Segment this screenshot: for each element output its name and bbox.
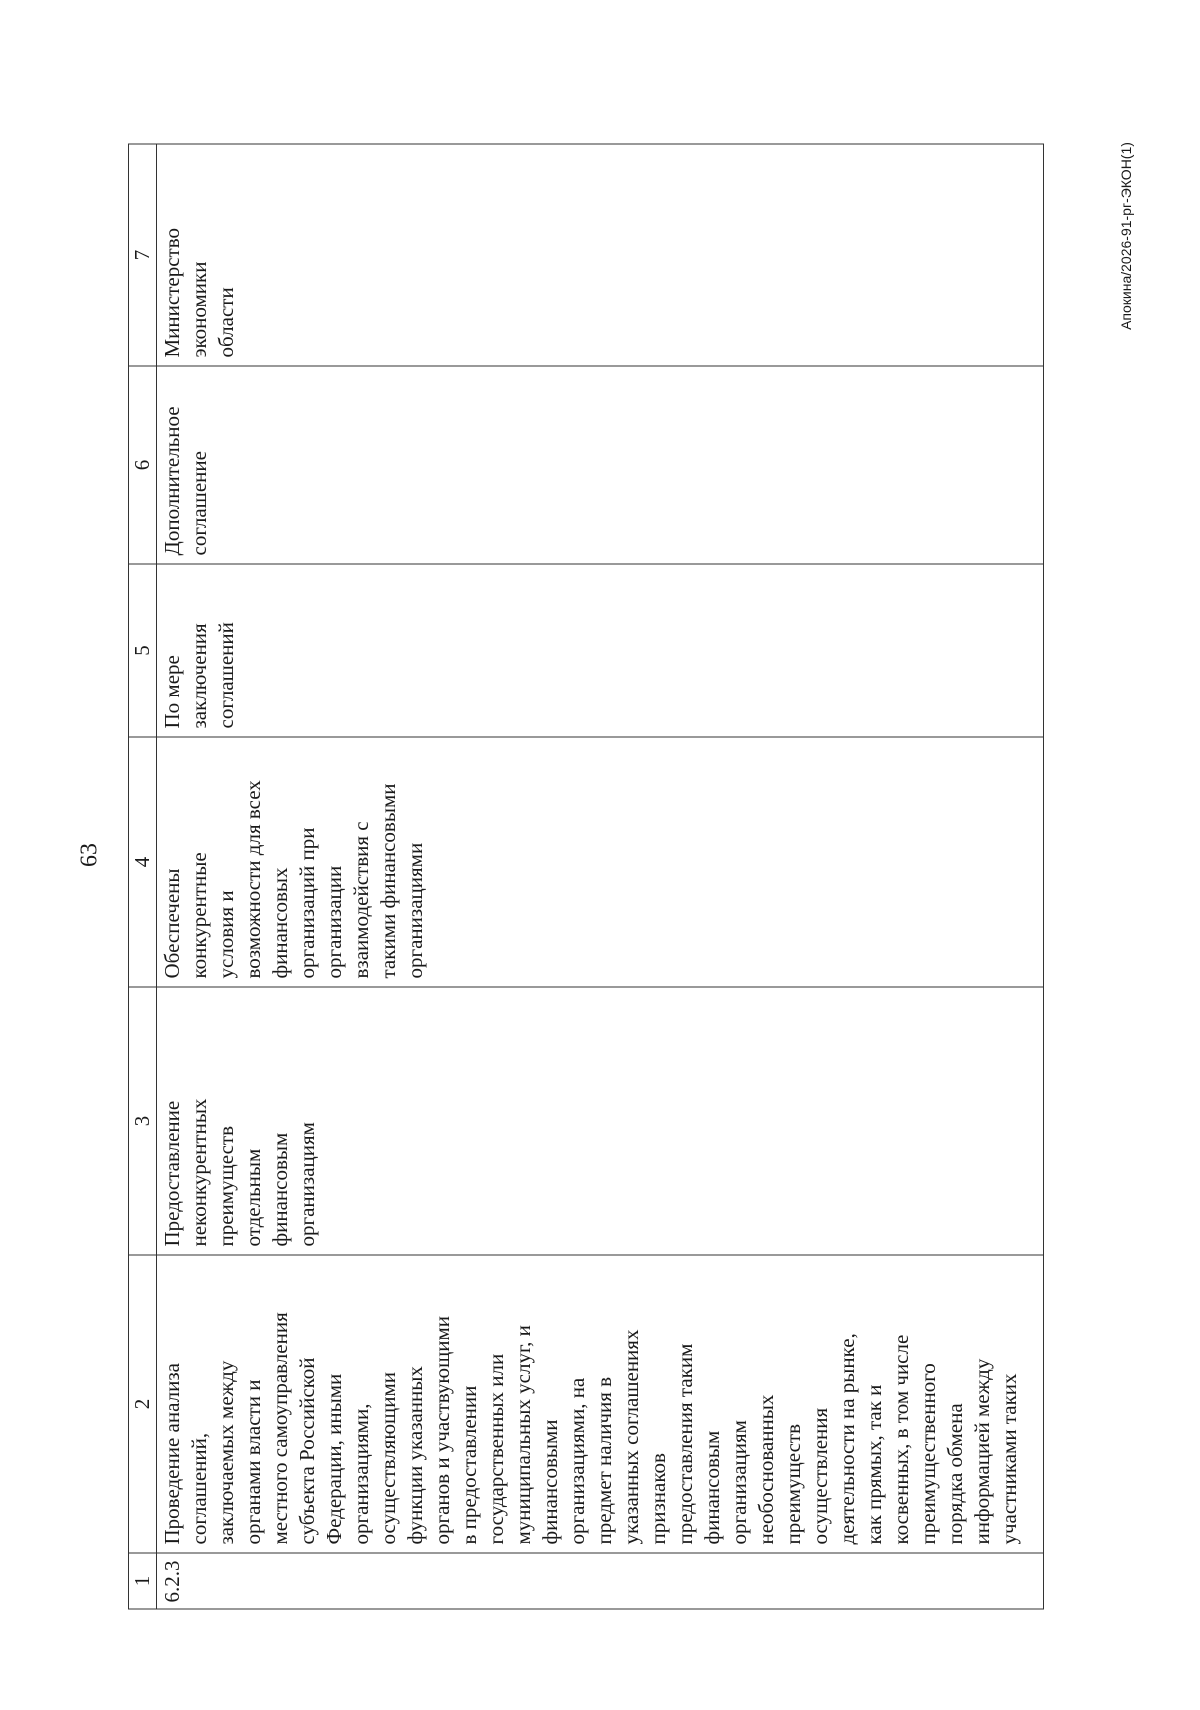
text-line: органами власти и: [241, 1379, 265, 1545]
text-line: соглашений: [214, 622, 238, 729]
text-line: конкурентные: [187, 852, 211, 979]
text-line: такими финансовыми: [376, 783, 400, 979]
column-number-row: [129, 144, 157, 1609]
text-line: информацией между: [970, 1358, 994, 1545]
row-number: [157, 1553, 1044, 1609]
deadline-cell: [157, 564, 1044, 737]
text-line: Предоставление: [160, 1100, 184, 1247]
text-line: преимуществ: [781, 1423, 805, 1545]
text-line: финансовых: [268, 867, 292, 979]
text-line: взаимодействия с: [349, 821, 373, 979]
column-number-4: 4: [129, 737, 157, 987]
text-line: неконкурентных: [187, 1098, 211, 1247]
column-number-7: 7: [129, 144, 157, 366]
text-line: деятельности на рынке,: [835, 1333, 859, 1545]
text-line: организации: [322, 865, 346, 979]
measures-table-container: [128, 145, 1044, 1610]
text-line: экономики: [187, 261, 211, 358]
text-line: в предоставлении: [457, 1385, 481, 1545]
text-line: возможности для всех: [241, 780, 265, 979]
text-line: соглашение: [187, 451, 211, 556]
expected-result-cell: [157, 737, 1044, 987]
document-type-cell: [157, 366, 1044, 564]
text-line: организациями: [403, 842, 427, 979]
text-line: осуществления: [808, 1407, 832, 1545]
text-line: организаций при: [295, 827, 319, 979]
column-number-3: 3: [129, 987, 157, 1255]
text-line: участниками таких: [997, 1373, 1021, 1545]
text-line: муниципальных услуг, и: [511, 1325, 535, 1545]
text-line: организациям: [727, 1420, 751, 1545]
text-line: органов и участвующими: [430, 1315, 454, 1545]
text-line: осуществляющими: [376, 1372, 400, 1545]
text-line: соглашений,: [187, 1432, 211, 1545]
text-line: как прямых, так и: [862, 1384, 886, 1545]
text-line: Министерство: [160, 228, 184, 358]
text-line: функции указанных: [403, 1366, 427, 1545]
text-line: отдельным: [241, 1148, 265, 1247]
text-line: предоставления таким: [673, 1343, 697, 1545]
table-row: [157, 144, 1044, 1609]
measures-table: [128, 144, 1044, 1610]
text-line: преимущественного: [916, 1363, 940, 1545]
text-line: организациями,: [349, 1403, 373, 1545]
text-line: области: [214, 287, 238, 358]
column-number-2: 2: [129, 1255, 157, 1553]
text-line: Федерации, иными: [322, 1373, 346, 1545]
text-line: организациями, на: [565, 1377, 589, 1545]
text-line: Дополнительное: [160, 406, 184, 556]
text-line: финансовыми: [538, 1419, 562, 1545]
column-number-1: 1: [129, 1553, 157, 1609]
document-code: Апокина/2026-91-рг-ЭКОН(1): [1118, 142, 1134, 330]
page-number: 63: [76, 843, 103, 867]
text-line: преимуществ: [214, 1125, 238, 1247]
text-line: необоснованных: [754, 1394, 778, 1545]
text-line: субъекта Российской: [295, 1357, 319, 1545]
text-line: Проведение анализа: [160, 1363, 184, 1545]
text-line: государственных или: [484, 1353, 508, 1545]
text-line: признаков: [646, 1453, 670, 1545]
risk-cell: [157, 987, 1044, 1255]
text-line: финансовым: [268, 1132, 292, 1247]
text-line: Обеспечены: [160, 868, 184, 979]
row-number-text: 6.2.3: [160, 1560, 184, 1603]
column-number-6: 6: [129, 366, 157, 564]
text-line: заключаемых между: [214, 1360, 238, 1545]
text-line: По мере: [160, 655, 184, 729]
text-line: организациям: [295, 1122, 319, 1247]
text-line: условия и: [214, 890, 238, 979]
responsible-executor-cell: [157, 144, 1044, 366]
text-line: порядка обмена: [943, 1403, 967, 1545]
text-line: указанных соглашениях: [619, 1329, 643, 1545]
text-line: заключения: [187, 623, 211, 729]
column-number-5: 5: [129, 564, 157, 737]
text-line: финансовым: [700, 1430, 724, 1545]
text-line: косвенных, в том числе: [889, 1334, 913, 1545]
measure-description-cell: [157, 1255, 1044, 1553]
text-line: предмет наличия в: [592, 1376, 616, 1545]
text-line: местного самоуправления: [268, 1312, 292, 1545]
